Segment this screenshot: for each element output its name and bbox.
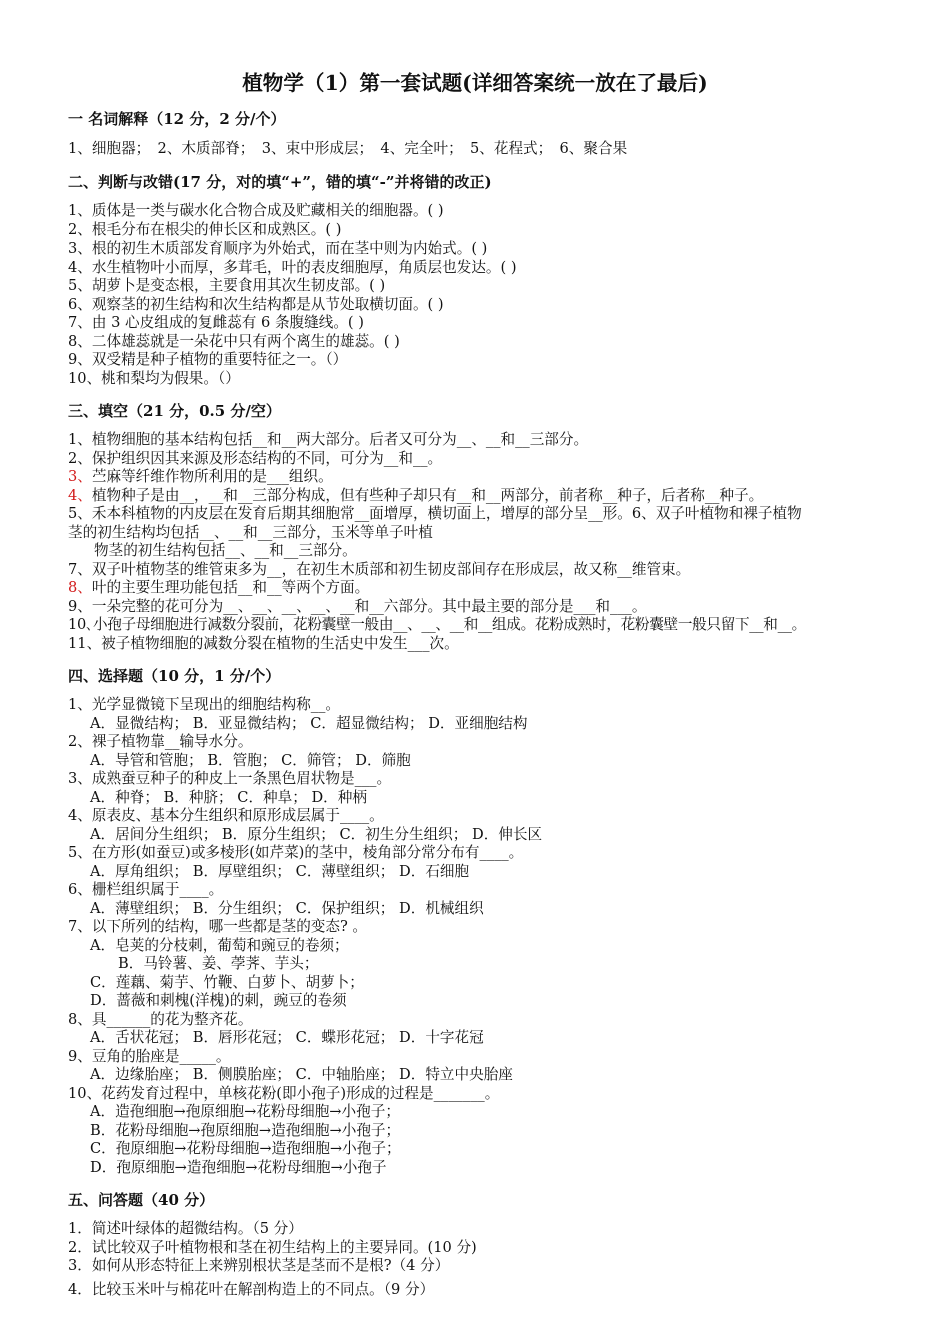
fill-item: 5、禾本科植物的内皮层在发育后期其细胞常__面增厚，横切面上，增厚的部分呈__形。6、双子叶植物和裸子植物 — [68, 505, 802, 522]
choice-options: A．造孢细胞→孢原细胞→花粉母细胞→小孢子； — [90, 1103, 400, 1120]
judge-item: 8、二体雄蕊就是一朵花中只有两个离生的雄蕊。( ) — [68, 333, 400, 350]
fill-item: 4、植物种子是由__，__和__三部分构成，但有些种子却只有__和__两部分，前者称__种子，后者称__种子。 — [68, 487, 764, 504]
choice-options: C．孢原细胞→花粉母细胞→造孢细胞→小孢子； — [90, 1140, 401, 1157]
judge-item: 7、由 3 心皮组成的复雌蕊有 6 条腹缝线。( ) — [68, 314, 364, 331]
essay-question: 1．简述叶绿体的超微结构。（5 分） — [68, 1220, 303, 1237]
fill-item: 2、保护组织因其来源及形态结构的不同，可分为__和__。 — [68, 450, 443, 467]
choice-options: A．导管和管胞； B．管胞； C．筛管； D．筛胞 — [90, 752, 411, 769]
fill-item: 物茎的初生结构包括__、__和__三部分。 — [94, 542, 357, 559]
essay-question: 3．如何从形态特征上来辨别根状茎是茎而不是根?（4 分） — [68, 1257, 450, 1274]
choice-question: 3、成熟蚕豆种子的种皮上一条黑色眉状物是___。 — [68, 770, 392, 787]
item-number-highlight: 3、 — [68, 468, 92, 485]
choice-options: A．居间分生组织； B．原分生组织； C．初生分生组织； D．伸长区 — [90, 826, 543, 843]
essay-question: 2．试比较双子叶植物根和茎在初生结构上的主要异同。(10 分) — [68, 1239, 477, 1256]
judge-item: 3、根的初生木质部发育顺序为外始式，而在茎中则为内始式。( ) — [68, 240, 488, 257]
fill-item: 1、植物细胞的基本结构包括__和__两大部分。后者又可分为__、__和__三部分。 — [68, 431, 589, 448]
choice-options: D．蔷薇和刺槐(洋槐)的刺，豌豆的卷须 — [90, 992, 347, 1009]
judge-item: 5、胡萝卜是变态根，主要食用其次生韧皮部。( ) — [68, 277, 386, 294]
choice-options: D．孢原细胞→造孢细胞→花粉母细胞→小孢子 — [90, 1159, 387, 1176]
choice-question: 4、原表皮、基本分生组织和原形成层属于____。 — [68, 807, 384, 824]
judge-item: 9、双受精是种子植物的重要特征之一。（） — [68, 351, 348, 368]
item-number-highlight: 4、 — [68, 487, 92, 504]
section-2-heading: 二、判断与改错(17 分，对的填“+”，错的填“-”并将错的改正) — [68, 173, 492, 191]
judge-item: 10、桃和梨均为假果。（） — [68, 370, 240, 387]
judge-item: 6、观察茎的初生结构和次生结构都是从节处取横切面。( ) — [68, 296, 444, 313]
page-title: 植物学（1）第一套试题(详细答案统一放在了最后) — [242, 71, 708, 95]
choice-question: 6、栅栏组织属于____。 — [68, 881, 224, 898]
choice-question: 10、花药发育过程中，单核花粉(即小孢子)形成的过程是_______。 — [68, 1085, 500, 1102]
choice-question: 7、以下所列的结构，哪一些都是茎的变态? 。 — [68, 918, 368, 935]
choice-options: A．皂荚的分枝刺，葡萄和豌豆的卷须； — [90, 937, 349, 954]
section-1-heading: 一 名词解释（12 分，2 分/个） — [68, 110, 286, 128]
section-1-items: 1、细胞器； 2、木质部脊； 3、束中形成层； 4、完全叶； 5、花程式； 6、聚合果 — [68, 140, 628, 157]
choice-question: 1、光学显微镜下呈现出的细胞结构称__。 — [68, 696, 340, 713]
fill-item: 10､小孢子母细胞进行减数分裂前，花粉囊壁一般由__、__、__和__组成。花粉成熟时，花粉囊壁一般只留下__和__。 — [68, 616, 806, 633]
fill-item: 8、叶的主要生理功能包括__和__等两个方面。 — [68, 579, 370, 596]
choice-options: B．花粉母细胞→孢原细胞→造孢细胞→小孢子； — [90, 1122, 401, 1139]
fill-item: 11、被子植物细胞的减数分裂在植物的生活史中发生___次。 — [68, 635, 459, 652]
fill-item: 7、双子叶植物茎的维管束多为__，在初生木质部和初生韧皮部间存在形成层，故又称__维管束。 — [68, 561, 691, 578]
judge-item: 2、根毛分布在根尖的伸长区和成熟区。( ) — [68, 221, 342, 238]
essay-question: 4．比较玉米叶与棉花叶在解剖构造上的不同点。（9 分） — [68, 1281, 435, 1298]
section-3-heading: 三、填空（21 分，0.5 分/空） — [68, 402, 281, 420]
judge-item: 4、水生植物叶小而厚，多茸毛，叶的表皮细胞厚，角质层也发达。( ) — [68, 259, 517, 276]
choice-question: 9、豆角的胎座是_____。 — [68, 1048, 231, 1065]
section-4-heading: 四、选择题（10 分，1 分/个） — [68, 667, 281, 685]
choice-options: A．厚角组织； B．厚壁组织； C．薄壁组织； D．石细胞 — [90, 863, 470, 880]
fill-item: 茎的初生结构均包括__、__和__三部分，玉米等单子叶植 — [68, 524, 433, 541]
choice-options: C．莲藕、菊芋、竹鞭、白萝卜、胡萝卜； — [90, 974, 364, 991]
choice-options: B．马铃薯、姜、荸荠、芋头； — [118, 955, 319, 972]
choice-options: A．显微结构； B．亚显微结构； C．超显微结构； D．亚细胞结构 — [90, 715, 528, 732]
judge-item: 1、质体是一类与碳水化合物合成及贮藏相关的细胞器。( ) — [68, 202, 444, 219]
choice-options: A．薄壁组织； B．分生组织； C．保护组织； D．机械组织 — [90, 900, 484, 917]
fill-item: 3、苎麻等纤维作物所利用的是___组织。 — [68, 468, 333, 485]
choice-options: A．边缘胎座； B．侧膜胎座； C．中轴胎座； D．特立中央胎座 — [90, 1066, 513, 1083]
choice-options: A．种脊； B．种脐； C．种阜； D．种柄 — [90, 789, 367, 806]
choice-question: 8、具______的花为整齐花。 — [68, 1011, 253, 1028]
choice-question: 2、裸子植物靠__输导水分。 — [68, 733, 253, 750]
section-5-heading: 五、问答题（40 分） — [68, 1191, 215, 1209]
choice-options: A．舌状花冠； B．唇形花冠； C．蝶形花冠； D．十字花冠 — [90, 1029, 484, 1046]
fill-item: 9、一朵完整的花可分为__、__、__、__、__和__六部分。其中最主要的部分是___和___。 — [68, 598, 647, 615]
item-number-highlight: 8、 — [68, 579, 92, 596]
choice-question: 5、在方形(如蚕豆)或多棱形(如芹菜)的茎中，棱角部分常分布有____。 — [68, 844, 524, 861]
